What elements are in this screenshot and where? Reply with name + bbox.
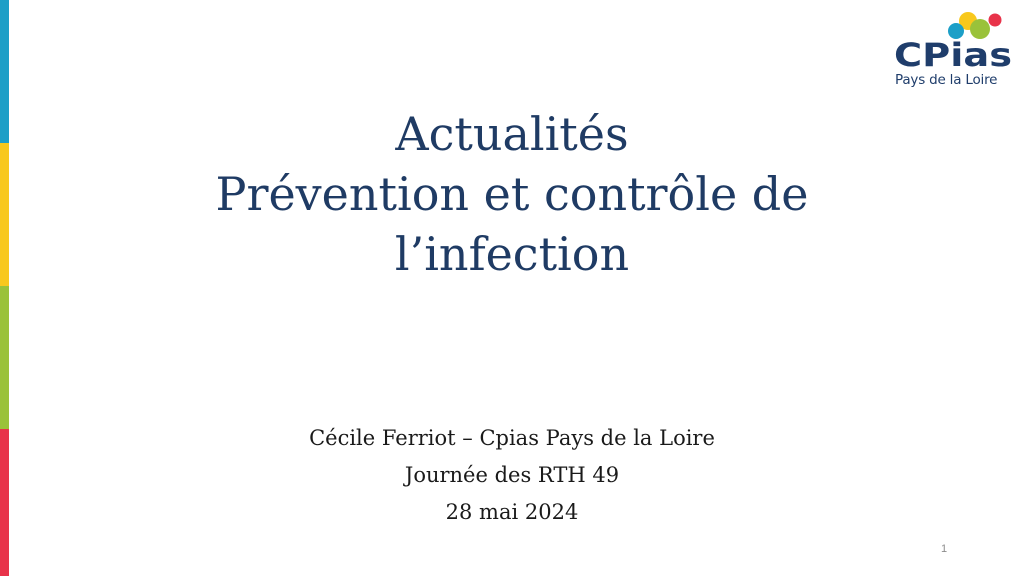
- page-number: 1: [940, 543, 948, 555]
- stripe-green: [0, 286, 9, 429]
- cpias-logo-mark: [892, 8, 1016, 74]
- stripe-blue: [0, 0, 9, 143]
- stripe-red: [0, 429, 9, 576]
- title-line-2: Prévention et contrôle de: [215, 167, 809, 221]
- subtitle-date: 28 mai 2024: [445, 500, 579, 524]
- subtitle-author: Cécile Ferriot – Cpias Pays de la Loire: [309, 426, 715, 450]
- title-line-3: l’infection: [394, 227, 630, 281]
- cpias-logo: [892, 8, 1016, 92]
- logo-region-text: Pays de la Loire: [895, 72, 998, 88]
- subtitle-event: Journée des RTH 49: [404, 463, 620, 487]
- title-line-1: Actualités: [395, 107, 629, 161]
- slide-title: [100, 104, 924, 284]
- logo-dot-red: [989, 14, 1002, 27]
- slide-subtitle: [162, 420, 862, 531]
- logo-brand-text: CPias: [894, 36, 1012, 74]
- stripe-yellow: [0, 143, 9, 286]
